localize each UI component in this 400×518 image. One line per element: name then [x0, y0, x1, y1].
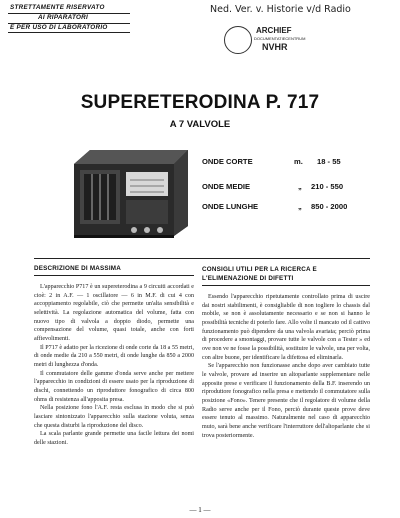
page-title: SUPERETERODINA P. 717: [80, 92, 320, 113]
paragraph: Nella posizione fono l'A.F. resta esclusa in modo che si può lasciare sintonizzato l'apparecchio sulla stazione voluta, senza che questa disturbi la riproduzione del disco.: [34, 405, 194, 429]
paragraph: Il P717 è adatto per la ricezione di onde corte da 18 a 55 metri, di onde medie da 210 a 550 metri, di onde lunghe da 850 a 2000 metri di lunghezza d'onda.: [34, 344, 194, 368]
notice-line: STRETTAMENTE RISERVATO: [8, 4, 130, 14]
radio-cabinet-icon: [70, 142, 194, 238]
paragraph: L'apparecchio P717 è un supereterodina a 9 circuiti accordati e cioè: 2 in A.F. — 1 oscillatore — 6 in M.F. di cui 4 con accoppiamento regolabile, ciò che permette un'alta sensibilità e selettività. La regolazione automatica del volume, fatta con nuovo tipo di valvola a doppio diodo, permette una compensazione del volume, quasi totale, anche con forti affievolimenti.: [34, 284, 194, 342]
stamp-line: ARCHIEF: [256, 26, 292, 35]
radio-receiver-photo: [70, 142, 194, 238]
notice-line: E PER USO DI LABORATORIO: [8, 24, 130, 34]
band-unit: „: [298, 182, 302, 191]
band-name: ONDE LUNGHE: [202, 202, 259, 211]
band-unit: m.: [294, 157, 303, 166]
left-section-heading: DESCRIZIONE DI MASSIMA: [34, 265, 121, 272]
band-range: 18 - 55: [317, 157, 341, 166]
heading-underline: [202, 285, 370, 286]
band-row: [202, 182, 362, 193]
stamp-line: DOCUMENTATIECENTRUM: [254, 36, 306, 41]
page-number: — 1 —: [189, 506, 211, 514]
paragraph: La scala parlante grande permette una facile lettura dei nomi delle stazioni.: [34, 431, 194, 446]
band-unit: „: [298, 202, 302, 211]
band-row: [202, 157, 362, 168]
band-range: 210 - 550: [311, 182, 344, 191]
restricted-notice: [8, 4, 130, 33]
band-name: ONDE MEDIE: [202, 182, 251, 191]
band-range: 850 - 2000: [311, 202, 348, 211]
left-column-text: [34, 283, 194, 447]
right-column-text: [202, 293, 370, 440]
paragraph: Il commutatore delle gamme d'onda serve anche per mettere l'apparecchio in condizioni di essere usato per la riproduzione di dischi, connettendo un riproduttore fonografico di circa 800 ohms di resistenza all'apposita presa.: [34, 370, 194, 403]
handwritten-note: Ned. Ver. v. Historie v/d Radio: [210, 4, 351, 15]
notice-line: AI RIPARATORI: [8, 14, 130, 24]
section-divider: [34, 258, 370, 259]
band-name: ONDE CORTE: [202, 157, 253, 166]
archive-stamp: [224, 22, 306, 56]
page-subtitle: A 7 VALVOLE: [169, 119, 231, 130]
stamp-line: NVHR: [262, 42, 288, 52]
band-row: [202, 202, 362, 213]
right-section-heading: CONSIGLI UTILI PER LA RICERCA E L'ELIMENAZIONE DI DIFETTI: [202, 266, 317, 282]
paragraph: Se l'apparecchio non funzionasse anche dopo aver cambiato tutte le valvole, provare ad inserire un altoparlante supplementare nelle apposite prese e verificare il funzionamento della B.F. inserendo un riproduttore fonografico nella presa e mettendo il commutatore sulla posizione «Fono». Tenere presente che il regolatore di volume della Radio serve anche per il Fono, perciò durante queste prove deve essere tenuto al massimo. Naturalmente nel caso di apparecchio muto, sarà bene anche verificare l'interruttore dell'altoparlante che si trova posteriormente.: [202, 363, 370, 439]
heading-underline: [34, 275, 194, 276]
stamp-seal-icon: [224, 26, 252, 54]
paragraph: Essendo l'apparecchio ripetutamente controllato prima di uscire dai nostri stabilimenti, è consigliabile di non togliere lo chassis dal mobile, se non è assolutamente necessario e se non si hanno le possibilità tecniche di poterlo fare. Allo volte il mancato od il cattivo funzionamento può dipendere da una valvola avariata; perciò prima di procedere a smontaggi, provare tutte le valvole con a Tester » ed ove non ve ne fosse la possibilità, sostituire le valvole, una per volta, con altre buone, per identificare la difettosa ed eliminarla.: [202, 294, 370, 361]
